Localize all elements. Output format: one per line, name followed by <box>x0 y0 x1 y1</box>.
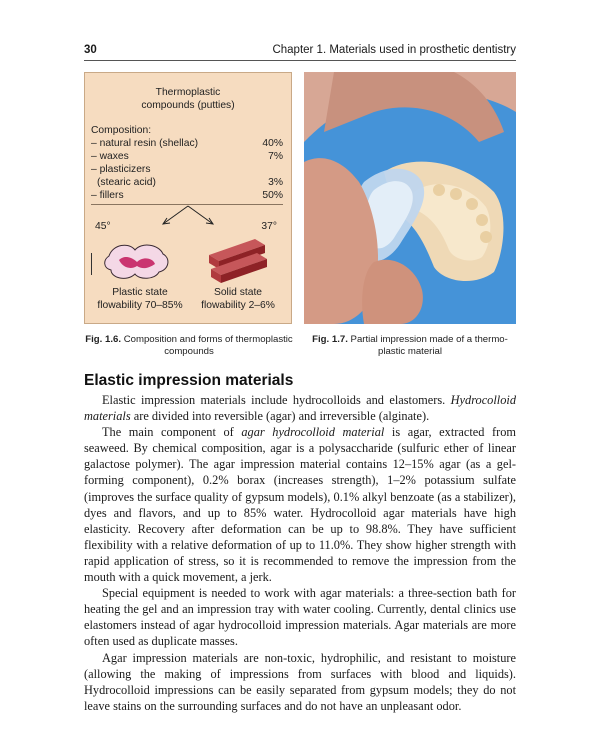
paragraph-1 <box>84 392 516 424</box>
diagram-title-line2: compounds (putties) <box>141 100 235 111</box>
figure-1-6-caption-line2: compounds <box>164 346 214 357</box>
figure-1-7-caption-line2: plastic material <box>378 346 442 357</box>
impression-photo-illustration <box>304 72 516 324</box>
solid-flowability-label: flowability 2–6% <box>201 300 275 311</box>
plastic-state-blob-icon <box>99 236 179 286</box>
figure-1-7-caption <box>304 334 516 358</box>
paragraph-4: Agar impression materials are non-toxic, hydrophilic, and resistant to moisture (allowing the making of impressions from surfaces with blood and liquids). Hydrocolloid impressions can be easily separated from gypsum models; they do not leave stains on the surrounding surfaces and do not have an unpleasant odor. <box>84 650 516 713</box>
running-header <box>84 40 516 61</box>
composition-label: Composition: <box>91 125 152 136</box>
solid-state-label: Solid state <box>213 287 263 298</box>
solid-state-bars-icon <box>203 233 283 285</box>
branch-arrows-icon <box>85 204 291 226</box>
figure-1-6-caption <box>84 334 294 358</box>
composition-percent-waxes: 7% <box>268 151 283 162</box>
composition-percent-fillers: 50% <box>262 190 283 201</box>
paragraph-2 <box>84 424 516 585</box>
body-text <box>84 392 516 714</box>
composition-item-resin: – natural resin (shellac) <box>91 138 199 149</box>
figure-1-6-diagram <box>84 72 292 324</box>
plastic-flowability-label: flowability 70–85% <box>97 300 183 311</box>
figure-1-7-caption-number: Fig. 1.7. <box>312 334 348 345</box>
composition-item-fillers: – fillers <box>91 190 124 201</box>
p2-italic: agar hydrocolloid material <box>241 425 385 440</box>
diagram-title-line1: Thermoplastic <box>155 87 221 98</box>
p1-text-b: are divided into reversible (agar) and irreversible (alginate). <box>130 409 430 424</box>
p2-text-b: is agar, extracted from seaweed. By chemical composition, agar is a polysaccharide (sulfuric ether of linear galactose polymer). The agar impression material contains 12–15% agar (as a gel-forming component), 0.2% borax (increases strength), 1–2% potassium sulfate (improves the surface quality of gypsum models), 0.1% alkyl benzoate (as a stabilizer), dyes and flavors, and up to 85% water. Hydrocolloid agar materials have high elasticity. Recovery after deformation can be up to 98.8%. They have sufficient flexibility with a relative deformation of up to 11.0%. They show higher strength with rapid application of stress, so it is recommended to remove the impression from the mouth with a quick movement, a jerk. <box>84 425 516 585</box>
composition-percent-stearic: 3% <box>268 177 283 188</box>
bracket-line <box>91 253 92 275</box>
p1-text-a: Elastic impression materials include hydrocolloids and elastomers. <box>102 393 451 407</box>
composition-item-waxes: – waxes <box>91 151 129 162</box>
temperature-plastic: 45° <box>95 221 111 232</box>
figure-1-7-caption-line1: Partial impression made of a thermo- <box>350 334 508 345</box>
figure-1-7-photo <box>304 72 516 324</box>
figure-1-6-caption-line1: Composition and forms of thermoplastic <box>123 334 293 345</box>
chapter-title: Chapter 1. Materials used in prosthetic dentistry <box>272 44 516 56</box>
section-heading: Elastic impression materials <box>84 372 294 389</box>
composition-percent-resin: 40% <box>262 138 283 149</box>
page-number: 30 <box>84 44 97 56</box>
paragraph-3: Special equipment is needed to work with agar materials: a three-section bath for heating the gel and an impression tray with water cooling. Currently, dental clinics use elastomers instead of agar hydrocolloid impression materials. Agar materials are more often used as duplicate masses. <box>84 586 516 649</box>
plastic-state-label: Plastic state <box>112 287 168 298</box>
p1-italic: Hydrocolloid materials <box>84 393 516 424</box>
temperature-solid: 37° <box>261 221 277 232</box>
figure-1-6-caption-number: Fig. 1.6. <box>85 334 122 345</box>
p2-text-a: The main component of <box>102 425 242 440</box>
composition-item-plasticizers: – plasticizers <box>91 164 151 175</box>
composition-item-stearic: (stearic acid) <box>97 177 156 188</box>
